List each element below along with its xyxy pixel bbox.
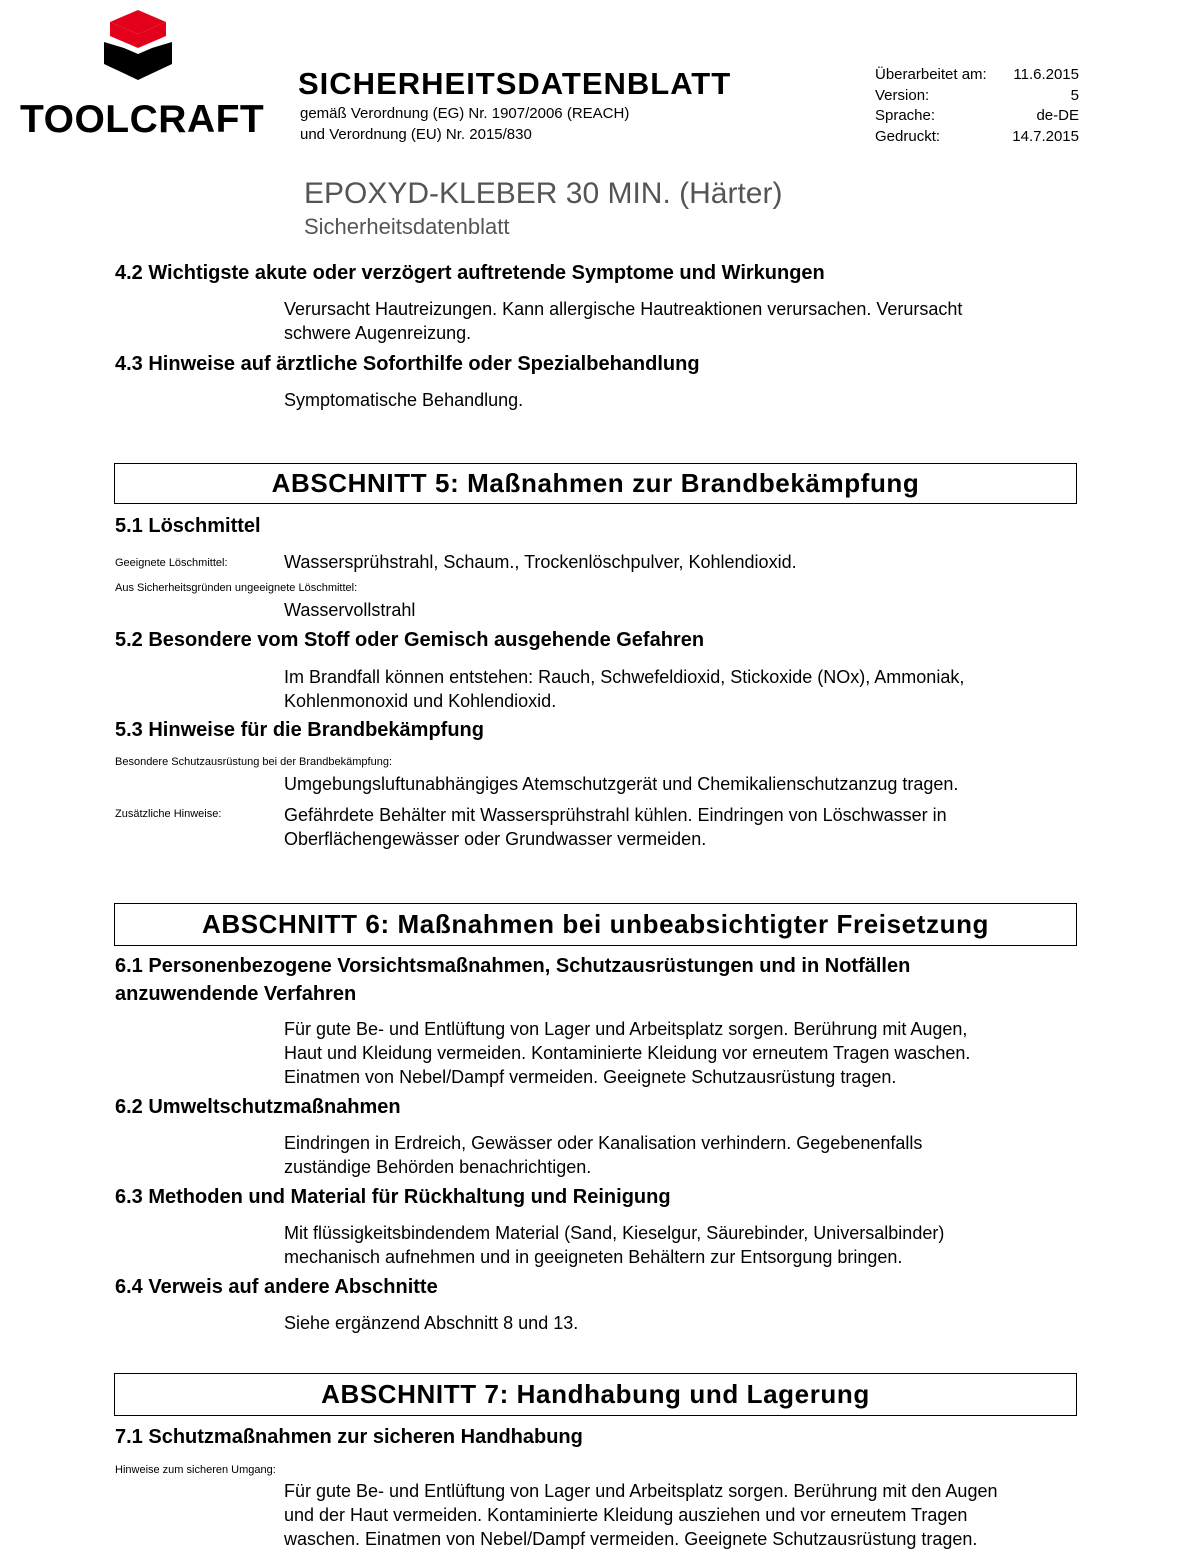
text-4-2-line-2: schwere Augenreizung. [284, 323, 472, 343]
label-suitable-media: Geeignete Löschmittel: [115, 557, 228, 569]
label-unsuitable-media: Aus Sicherheitsgründen ungeeignete Löschmittel: [115, 582, 358, 594]
text-additional-notes-line-1: Gefährdete Behälter mit Wassersprühstrahl kühlen. Eindringen von Löschwasser in [284, 805, 947, 825]
text-suitable-media: Wassersprühstrahl, Schaum., Trockenlöschpulver, Kohlendioxid. [284, 552, 797, 572]
heading-6-4: 6.4 Verweis auf andere Abschnitte [115, 1276, 438, 1298]
heading-4-3: 4.3 Hinweise auf ärztliche Soforthilfe oder Spezialbehandlung [115, 353, 700, 375]
text-6-1-line-2: Haut und Kleidung vermeiden. Kontaminierte Kleidung vor erneutem Tragen waschen. [284, 1043, 971, 1063]
meta-language-value: de-DE [1036, 107, 1079, 124]
toolcraft-hexagon-icon [100, 8, 176, 80]
label-protective-equipment: Besondere Schutzausrüstung bei der Brandbekämpfung: [115, 756, 393, 768]
meta-version-value: 5 [1070, 87, 1079, 104]
text-unsuitable-media: Wasservollstrahl [284, 600, 416, 620]
text-additional-notes-line-2: Oberflächengewässer oder Grundwasser vermeiden. [284, 829, 707, 849]
product-subtitle: Sicherheitsdatenblatt [304, 214, 510, 239]
logo-text: TOOLCRAFT [20, 98, 265, 141]
meta-printed-label: Gedruckt: [875, 128, 941, 145]
text-7-1-line-3: waschen. Einatmen von Nebel/Dampf vermeiden. Geeignete Schutzausrüstung tragen. [284, 1529, 978, 1549]
section-5-title: ABSCHNITT 5: Maßnahmen zur Brandbekämpfung [114, 463, 1077, 504]
document-title: SICHERHEITSDATENBLATT [298, 66, 732, 101]
meta-language-label: Sprache: [875, 107, 936, 124]
text-protective-equipment: Umgebungsluftunabhängiges Atemschutzgerät und Chemikalienschutzanzug tragen. [284, 774, 959, 794]
text-6-1-line-1: Für gute Be- und Entlüftung von Lager und Arbeitsplatz sorgen. Berührung mit Augen, [284, 1019, 968, 1039]
text-6-4: Siehe ergänzend Abschnitt 8 und 13. [284, 1313, 579, 1333]
text-4-3: Symptomatische Behandlung. [284, 390, 524, 410]
heading-6-1-line-2: anzuwendende Verfahren [115, 983, 357, 1005]
heading-7-1: 7.1 Schutzmaßnahmen zur sicheren Handhabung [115, 1426, 583, 1448]
text-6-3-line-1: Mit flüssigkeitsbindendem Material (Sand, Kieselgur, Säurebinder, Universalbinder) [284, 1223, 945, 1243]
heading-6-1-line-1: 6.1 Personenbezogene Vorsichtsmaßnahmen, Schutzausrüstungen und in Notfällen [115, 955, 911, 977]
heading-5-1: 5.1 Löschmittel [115, 515, 261, 537]
text-7-1-line-2: und der Haut vermeiden. Kontaminierte Kleidung ausziehen und vor erneutem Tragen [284, 1505, 968, 1525]
heading-6-3: 6.3 Methoden und Material für Rückhaltung und Reinigung [115, 1186, 671, 1208]
text-6-2-line-2: zuständige Behörden benachrichtigen. [284, 1157, 592, 1177]
regulation-line-2: und Verordnung (EU) Nr. 2015/830 [300, 126, 532, 143]
label-additional-notes: Zusätzliche Hinweise: [115, 808, 222, 820]
heading-4-2: 4.2 Wichtigste akute oder verzögert auftretende Symptome und Wirkungen [115, 262, 825, 284]
text-6-2-line-1: Eindringen in Erdreich, Gewässer oder Kanalisation verhindern. Gegebenenfalls [284, 1133, 923, 1153]
text-6-1-line-3: Einatmen von Nebel/Dampf vermeiden. Geeignete Schutzausrüstung tragen. [284, 1067, 897, 1087]
section-6-title: ABSCHNITT 6: Maßnahmen bei unbeabsichtigter Freisetzung [114, 903, 1077, 946]
text-6-3-line-2: mechanisch aufnehmen und in geeigneten Behältern zur Entsorgung bringen. [284, 1247, 903, 1267]
text-7-1-line-1: Für gute Be- und Entlüftung von Lager und Arbeitsplatz sorgen. Berührung mit den Augen [284, 1481, 998, 1501]
meta-version-label: Version: [875, 87, 930, 104]
meta-revised-label: Überarbeitet am: [875, 66, 987, 83]
text-5-2-line-1: Im Brandfall können entstehen: Rauch, Schwefeldioxid, Stickoxide (NOx), Ammoniak, [284, 667, 965, 687]
meta-printed-value: 14.7.2015 [1012, 128, 1079, 145]
section-7-title: ABSCHNITT 7: Handhabung und Lagerung [114, 1373, 1077, 1416]
text-5-2-line-2: Kohlenmonoxid und Kohlendioxid. [284, 691, 557, 711]
heading-6-2: 6.2 Umweltschutzmaßnahmen [115, 1096, 401, 1118]
regulation-line-1: gemäß Verordnung (EG) Nr. 1907/2006 (REACH) [300, 105, 630, 122]
heading-5-2: 5.2 Besondere vom Stoff oder Gemisch ausgehende Gefahren [115, 629, 705, 651]
text-4-2-line-1: Verursacht Hautreizungen. Kann allergische Hautreaktionen verursachen. Verursacht [284, 299, 963, 319]
meta-revised-value: 11.6.2015 [1013, 66, 1079, 83]
label-safe-handling: Hinweise zum sicheren Umgang: [115, 1464, 276, 1476]
product-name: EPOXYD-KLEBER 30 MIN. (Härter) [304, 177, 783, 210]
heading-5-3: 5.3 Hinweise für die Brandbekämpfung [115, 719, 484, 741]
